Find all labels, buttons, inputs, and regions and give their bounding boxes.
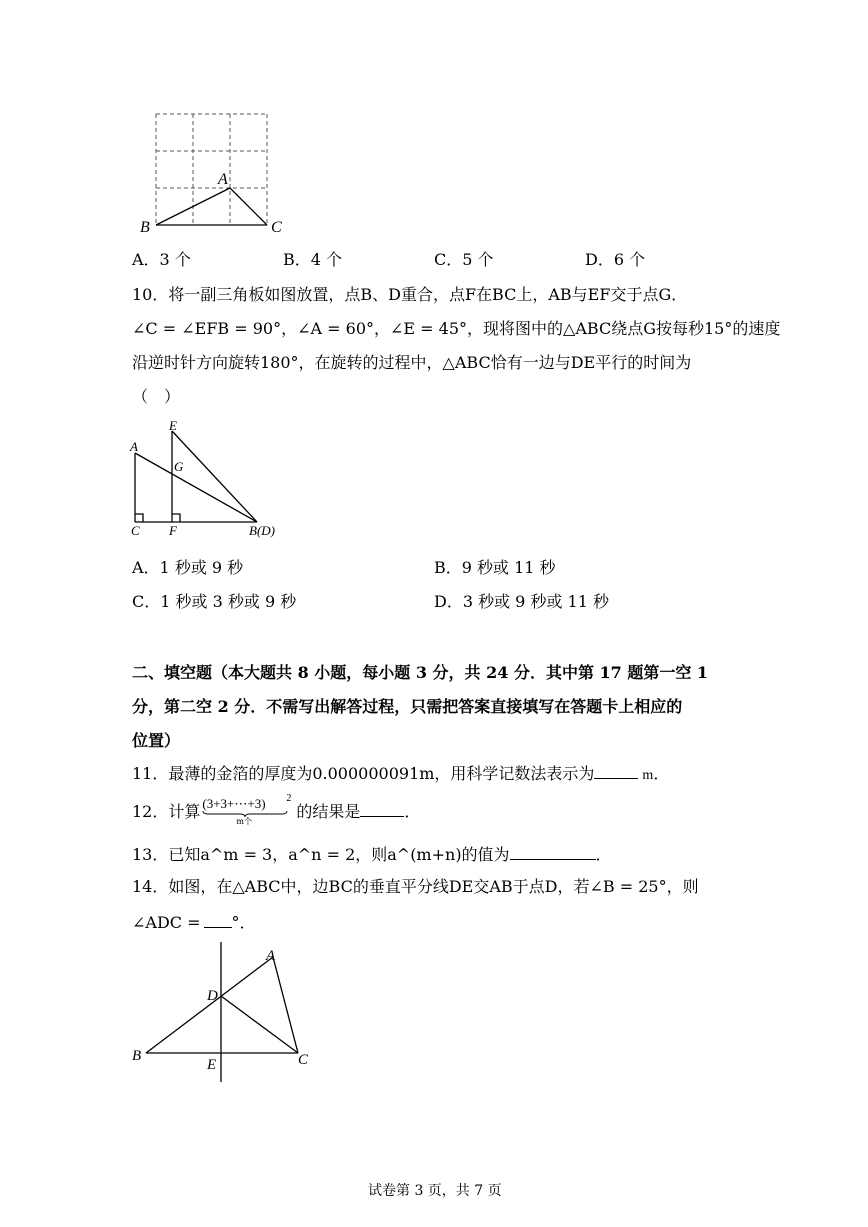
q14-label-b: B <box>132 1048 142 1064</box>
q10-label-a: A <box>130 439 138 454</box>
section-2-heading-line-3: 位置） <box>132 731 181 750</box>
q12-expr-exponent: 2 <box>286 793 292 804</box>
q14-label-e: E <box>207 1057 217 1073</box>
q10-label-f: F <box>169 523 177 538</box>
q10-answer-paren: （ ） <box>132 387 181 406</box>
q12-expression <box>200 793 296 826</box>
q11-end: ． <box>653 764 670 783</box>
q13 <box>132 843 612 865</box>
q10-option-c: C．1 秒或 3 秒或 9 秒 <box>132 592 297 611</box>
grid-label-b: B <box>140 219 150 236</box>
q9-option-c: C．5 个 <box>434 250 494 269</box>
q14-line-1: 14．如图，在△ABC中，边BC的垂直平分线DE交AB于点D，若∠B = 25°，则 <box>132 877 699 896</box>
q14-degree: °． <box>231 913 256 932</box>
q10-line-1: 10．将一副三角板如图放置，点B、D重合，点F在BC上，AB与EF交于点G． <box>132 285 688 304</box>
q10-label-c: C <box>131 523 140 538</box>
q10-line-3: 沿逆时针方向旋转180°，在旋转的过程中，△ABC恰有一边与DE平行的时间为 <box>132 353 692 372</box>
q10-label-bd: B(D) <box>249 523 275 538</box>
q11-text: 11．最薄的金箔的厚度为0.000000091m，用科学记数法表示为 <box>132 764 595 783</box>
grid-triangle-figure <box>135 105 285 240</box>
q14-label-c: C <box>298 1052 309 1068</box>
q9-option-b: B．4 个 <box>283 250 343 269</box>
q10-option-d: D．3 秒或 9 秒或 11 秒 <box>434 592 609 611</box>
q11 <box>132 762 669 786</box>
triangle-rulers-figure <box>125 418 285 543</box>
section-2-heading-line-2: 分，第二空 2 分．不需写出解答过程，只需把答案直接填写在答题卡上相应的 <box>132 697 683 716</box>
grid-label-a: A <box>218 171 228 188</box>
q12-answer-blank[interactable] <box>360 800 404 817</box>
q12 <box>132 793 421 826</box>
q13-end: ． <box>595 845 612 864</box>
q13-text: 13．已知a^m = 3，a^n = 2，则a^(m+n)的值为 <box>132 845 510 864</box>
grid-label-c: C <box>271 219 282 236</box>
section-2-heading-line-1: 二、填空题（本大题共 8 小题，每小题 3 分，共 24 分．其中第 17 题第一空 1 <box>132 663 709 682</box>
perpendicular-bisector-figure <box>126 940 326 1090</box>
q12-under-label: m个 <box>236 817 252 826</box>
q12-suffix: 的结果是 <box>296 802 361 821</box>
q14-answer-blank[interactable] <box>204 911 232 928</box>
q9-option-d: D．6 个 <box>585 250 646 269</box>
q9-option-a: A．3 个 <box>132 250 191 269</box>
q10-label-g: G <box>174 459 184 474</box>
page-footer: 试卷第 3 页，共 7 页 <box>368 1183 502 1199</box>
q12-prefix: 12．计算 <box>132 802 201 821</box>
q11-answer-blank[interactable] <box>594 762 638 779</box>
q10-label-e: E <box>169 418 177 433</box>
q12-end: ． <box>404 802 421 821</box>
q13-answer-blank[interactable] <box>510 843 596 860</box>
q10-option-b: B．9 秒或 11 秒 <box>434 558 556 577</box>
q14-label-a: A <box>266 948 276 964</box>
q11-unit: m <box>642 768 654 783</box>
q12-expr-base: (3+3+⋯+3) <box>202 796 266 811</box>
q14-label-d: D <box>207 988 218 1004</box>
q14-angle-adc: ∠ADC = <box>132 913 201 932</box>
q10-option-a: A．1 秒或 9 秒 <box>132 558 244 577</box>
q10-line-2: ∠C = ∠EFB = 90°，∠A = 60°，∠E = 45°，现将图中的△ABC绕点G按每秒15°的速度 <box>132 319 781 338</box>
q14-line-2 <box>132 911 256 933</box>
